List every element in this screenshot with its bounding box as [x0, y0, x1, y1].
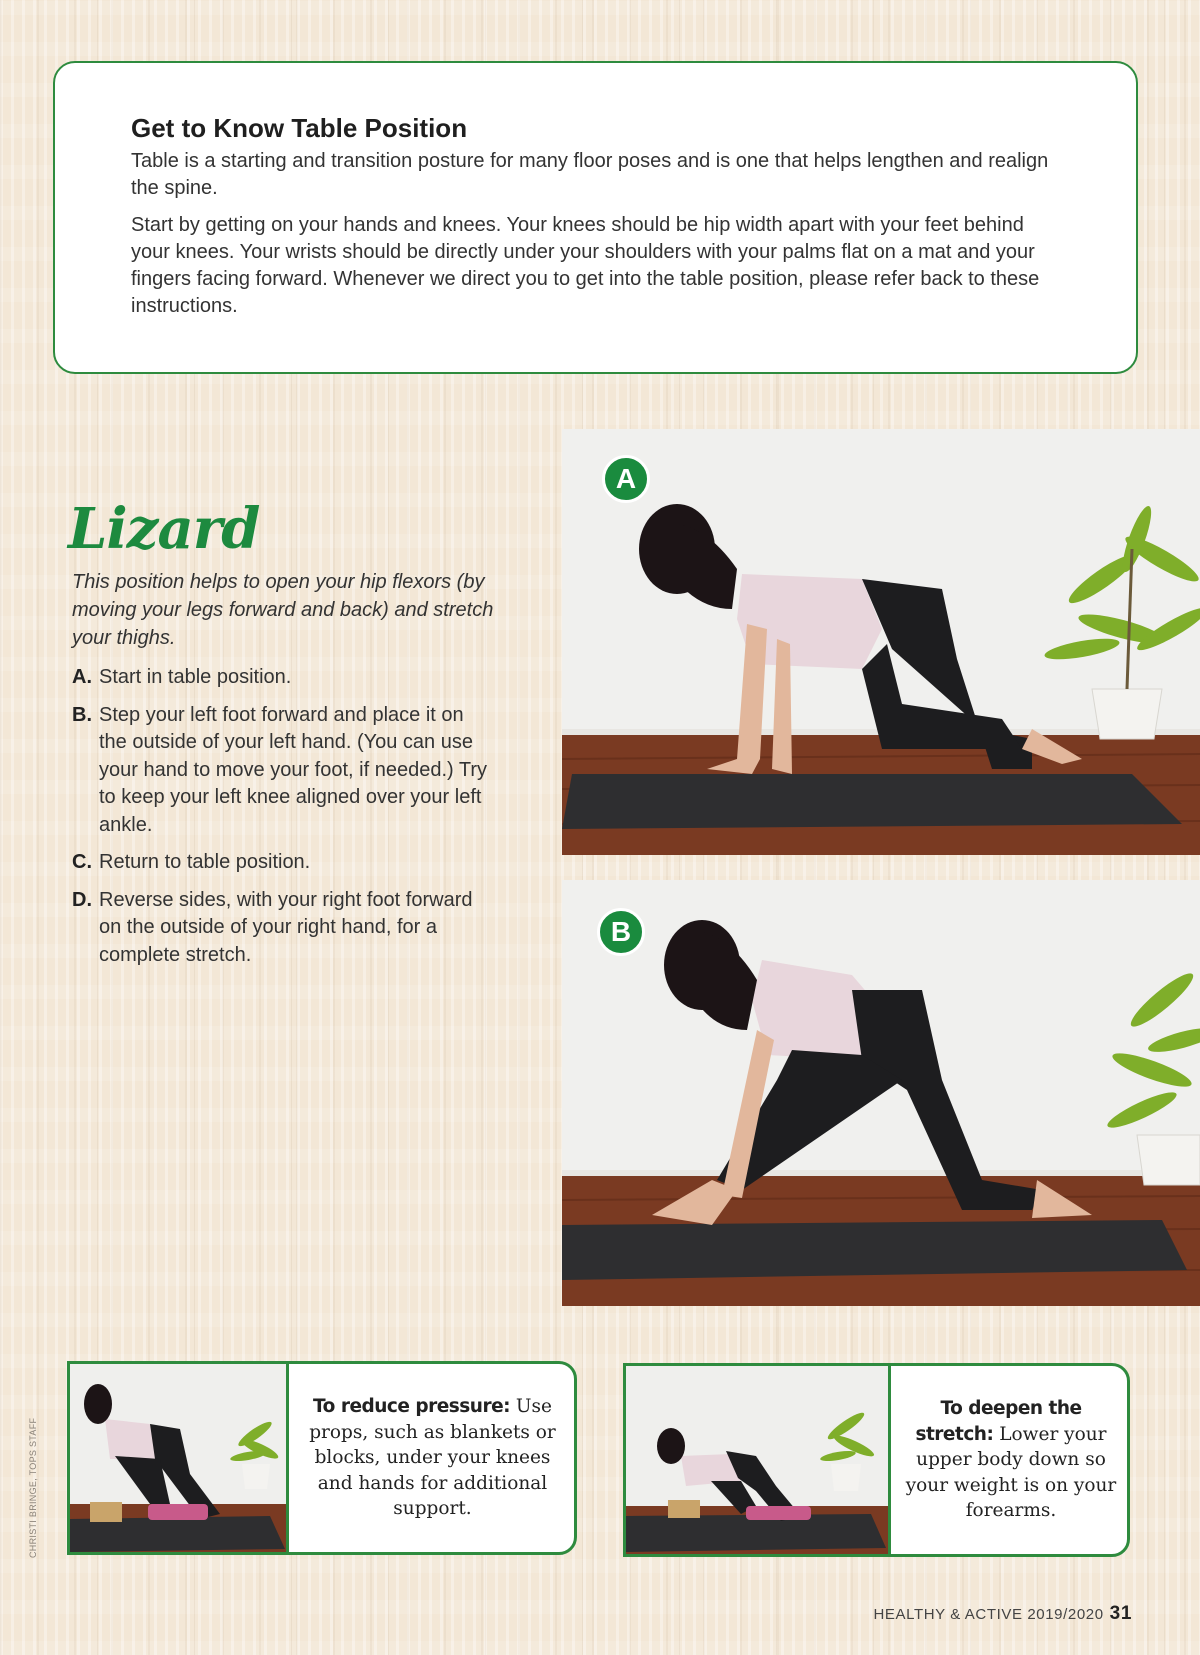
info-box — [53, 61, 1138, 374]
tip-text — [901, 1396, 1121, 1524]
page-footer — [873, 1603, 1132, 1625]
lizard-intro: This position helps to open your hip flexors (by moving your legs forward and back) and stretch your thighs. — [72, 571, 494, 649]
lizard-title: Lizard — [68, 496, 260, 562]
step-item — [72, 887, 492, 970]
info-paragraph: Table is a starting and transition posture for many floor poses and is one that helps lengthen and realign the spine. — [131, 150, 1049, 199]
photo-credit: CHRISTI BRINGE, TOPS STAFF — [28, 1417, 38, 1558]
tip-photo-forearms — [626, 1366, 891, 1554]
step-item — [72, 702, 492, 840]
tip-body: Use props, such as blankets or blocks, under your knees and hands for additional support. — [309, 1396, 556, 1519]
step-list — [72, 664, 492, 979]
tip-body: Lower your upper body down so your weight is on your forearms. — [905, 1423, 1117, 1521]
step-letter: A. — [72, 666, 92, 688]
step-item — [72, 849, 492, 877]
step-letter: C. — [72, 851, 92, 873]
tip-deepen-stretch — [623, 1363, 1130, 1557]
tip-text — [300, 1394, 565, 1522]
tip-photo-props — [70, 1364, 289, 1552]
info-box-title: Get to Know Table Position — [131, 113, 468, 143]
tip-reduce-pressure — [67, 1361, 577, 1555]
photo-a-badge: A — [602, 455, 650, 503]
info-paragraph: Start by getting on your hands and knees. Your knees should be hip width apart with your feet behind your knees. Your wrists should be directly under your shoulders with your palms flat on a mat and your fingers facing forward. Whenever we direct you to get into the table position, please refer back to these instructions. — [131, 214, 1040, 317]
tip-heading: To deepen the stretch: — [915, 1398, 1082, 1445]
publication-name: HEALTHY & ACTIVE 2019/2020 — [873, 1606, 1104, 1623]
step-text: Return to table position. — [99, 851, 311, 873]
photo-b-badge: B — [597, 908, 645, 956]
step-text: Reverse sides, with your right foot forward on the outside of your right hand, for a complete stretch. — [99, 888, 473, 966]
step-text: Step your left foot forward and place it on the outside of your left hand. (You can use your hand to move your foot, if needed.) Try to keep your left knee aligned over your left ankle. — [99, 703, 487, 836]
step-text: Start in table position. — [99, 666, 292, 688]
page-number: 31 — [1109, 1603, 1132, 1624]
step-item — [72, 664, 492, 692]
photo-table-position — [562, 429, 1200, 855]
step-letter: B. — [72, 703, 92, 726]
photo-lizard-pose — [562, 880, 1200, 1306]
step-letter: D. — [72, 888, 92, 911]
tip-heading: To reduce pressure: — [313, 1396, 511, 1417]
